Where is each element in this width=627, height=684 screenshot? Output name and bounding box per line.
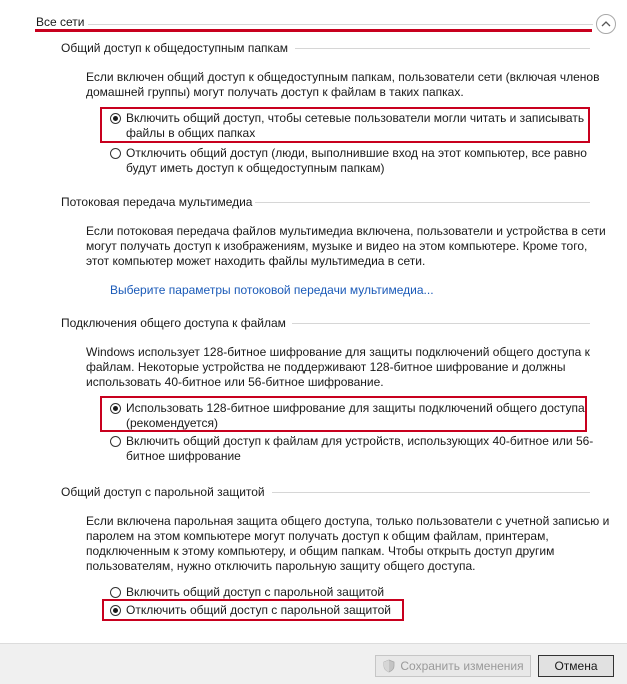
section-title-file-sharing-connections: Подключения общего доступа к файлам	[61, 316, 286, 330]
radio-button[interactable]	[110, 587, 121, 598]
section-title-password-protection: Общий доступ с парольной защитой	[61, 485, 265, 499]
section-description: Если потоковая передача файлов мультимедиа включена, пользователи и устройства в сети могут получать доступ к изображениям, музыке и видео на этом компьютере. Кроме того, этот компьютер может находить файлы мультимедиа в сети.	[86, 224, 606, 268]
radio-enable-password-protection[interactable]	[110, 585, 596, 600]
section-description: Если включена парольная защита общего доступа, только пользователи с учетной записью и паролем на этом компьютере могут получать доступ к общим файлам, принтерам, подключенным к этому компьютеру, и общим папкам. Чтобы открыть доступ другим пользователям, нужно отключить парольную защиту общего доступа.	[86, 514, 610, 573]
media-streaming-options-link[interactable]: Выберите параметры потоковой передачи мультимедиа...	[110, 283, 434, 297]
radio-button[interactable]	[110, 148, 121, 159]
radio-128bit-encryption[interactable]	[110, 401, 596, 431]
radio-label: Включить общий доступ, чтобы сетевые пользователи могли читать и записывать файлы в общих папках	[126, 111, 585, 140]
radio-button[interactable]	[110, 403, 121, 414]
radio-enable-public-sharing[interactable]	[110, 111, 596, 141]
radio-label: Использовать 128-битное шифрование для защиты подключений общего доступа (рекомендуется)	[126, 401, 585, 430]
save-changes-button[interactable]	[375, 655, 531, 677]
collapse-button[interactable]	[596, 14, 616, 34]
section-description: Windows использует 128-битное шифрование для защиты подключений общего доступа к файлам. Некоторые устройства не поддерживают 128-битное шифрование и должны использовать 40-битное или 56-битное шифрование.	[86, 345, 590, 389]
cancel-label: Отмена	[554, 659, 598, 673]
section-title-media-streaming: Потоковая передача мультимедиа	[61, 195, 253, 209]
header-line	[88, 24, 593, 25]
radio-label: Включить общий доступ к файлам для устройств, использующих 40-битное или 56-битное шифрование	[126, 434, 594, 463]
radio-disable-password-protection[interactable]	[110, 603, 596, 618]
radio-label: Отключить общий доступ с парольной защитой	[126, 603, 391, 617]
section-header	[0, 0, 627, 34]
save-changes-label: Сохранить изменения	[400, 659, 524, 673]
radio-button[interactable]	[110, 436, 121, 447]
footer-bar	[0, 643, 627, 684]
section-divider	[255, 202, 590, 203]
uac-shield-icon	[382, 659, 396, 673]
section-title-public-folders: Общий доступ к общедоступным папкам	[61, 41, 288, 55]
chevron-up-icon	[597, 15, 615, 33]
page-title: Все сети	[36, 15, 85, 29]
header-highlight	[35, 29, 592, 32]
radio-40-56bit-encryption[interactable]	[110, 434, 596, 464]
radio-label: Отключить общий доступ (люди, выполнившие вход на этот компьютер, все равно будут иметь доступ к общедоступным папкам)	[126, 146, 587, 175]
cancel-button[interactable]	[538, 655, 614, 677]
radio-disable-public-sharing[interactable]	[110, 146, 596, 176]
section-description: Если включен общий доступ к общедоступным папкам, пользователи сети (включая членов домашней группы) могут получать доступ к файлам в таких папках.	[86, 70, 600, 99]
section-divider	[292, 323, 590, 324]
section-divider	[295, 48, 590, 49]
radio-button[interactable]	[110, 605, 121, 616]
section-divider	[272, 492, 590, 493]
radio-label: Включить общий доступ с парольной защитой	[126, 585, 385, 599]
radio-button[interactable]	[110, 113, 121, 124]
